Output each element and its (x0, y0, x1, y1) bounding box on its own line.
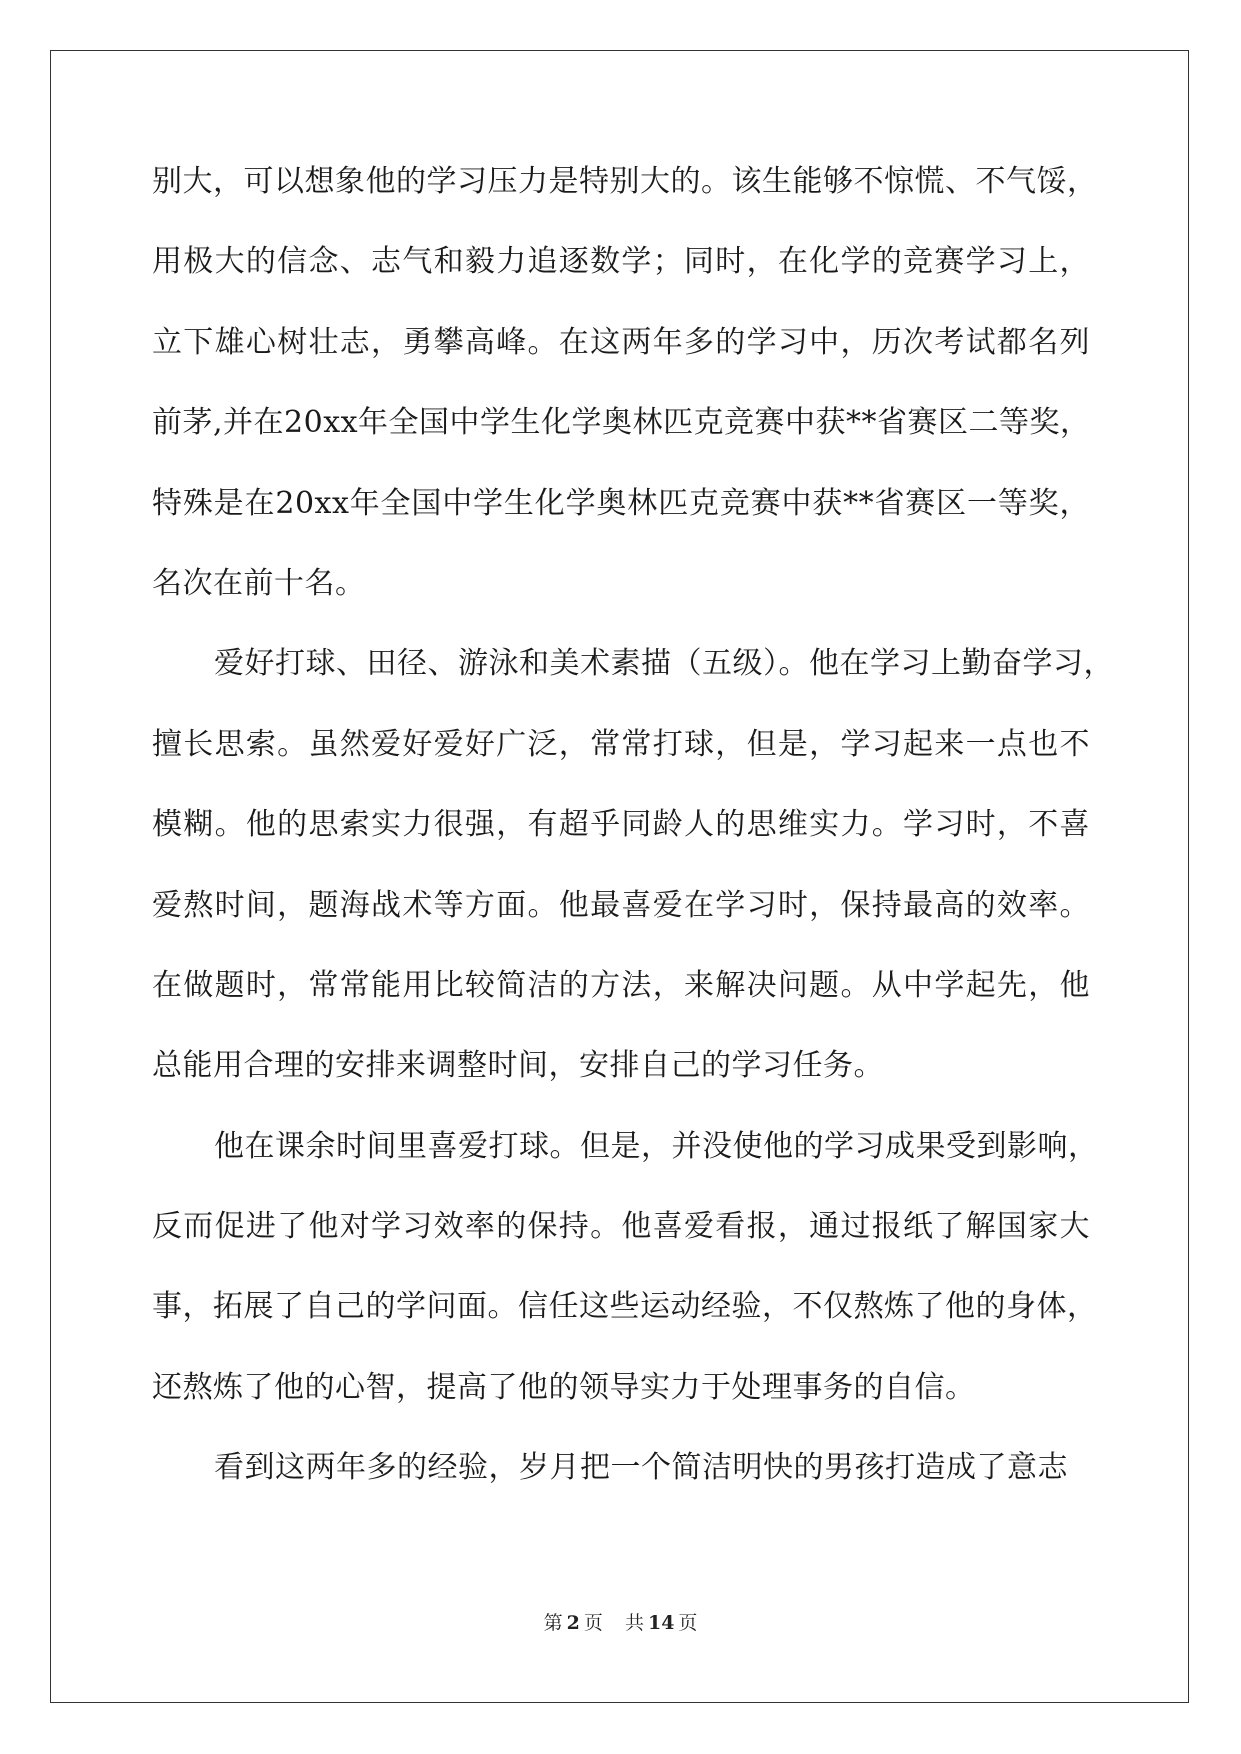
paragraph (152, 1448, 1090, 1528)
footer-total-pages: 14 (647, 1612, 675, 1634)
text-line: 特殊是在20xx年全国中学生化学奥林匹克竞赛中获**省赛区一等奖， (152, 485, 1090, 521)
text-line: 看到这两年多的经验，岁月把一个简洁明快的男孩打造成了意志 (214, 1450, 1068, 1486)
paragraph (152, 1127, 1099, 1449)
paragraph (152, 644, 1114, 1126)
footer-prefix: 第 (543, 1612, 563, 1634)
text-line: 爱熬时间，题海战术等方面。他最喜爱在学习时，保持最高的效率。 (152, 887, 1090, 923)
text-line: 在做题时，常常能用比较简洁的方法，来解决问题。从中学起先，他 (152, 967, 1090, 1003)
text-line: 模糊。他的思索实力很强，有超乎同龄人的思维实力。学习时，不喜 (152, 807, 1090, 843)
text-line: 用极大的信念、志气和毅力追逐数学；同时，在化学的竞赛学习上， (152, 244, 1090, 280)
text-line: 还熬炼了他的心智，提高了他的领导实力于处理事务的自信。 (152, 1369, 976, 1405)
text-line: 总能用合理的安排来调整时间，安排自己的学习任务。 (152, 1048, 884, 1084)
footer-total-prefix: 共 (624, 1612, 644, 1634)
text-line: 立下雄心树壮志，勇攀高峰。在这两年多的学习中，历次考试都名列 (152, 324, 1090, 360)
text-line: 名次在前十名。 (152, 565, 366, 601)
text-line: 擅长思索。虽然爱好爱好广泛，常常打球，但是，学习起来一点也不 (152, 726, 1090, 762)
text-line: 前茅,并在20xx年全国中学生化学奥林匹克竞赛中获**省赛区二等奖， (152, 405, 1091, 441)
page-footer (0, 1608, 1241, 1635)
text-line: 爱好打球、田径、游泳和美术素描（五级）。他在学习上勤奋学习， (214, 646, 1114, 682)
footer-page-number: 2 (566, 1612, 580, 1634)
footer-page-suffix: 页 (583, 1612, 603, 1634)
text-line: 事，拓展了自己的学问面。信任这些运动经验，不仅熬炼了他的身体， (152, 1289, 1098, 1325)
paragraph (152, 162, 1098, 644)
footer-total-suffix: 页 (678, 1612, 698, 1634)
text-line: 别大，可以想象他的学习压力是特别大的。该生能够不惊慌、不气馁， (152, 164, 1098, 199)
text-line: 他在课余时间里喜爱打球。但是，并没使他的学习成果受到影响， (214, 1128, 1099, 1164)
document-body (152, 162, 1114, 1529)
text-line: 反而促进了他对学习效率的保持。他喜爱看报，通过报纸了解国家大 (152, 1209, 1090, 1245)
